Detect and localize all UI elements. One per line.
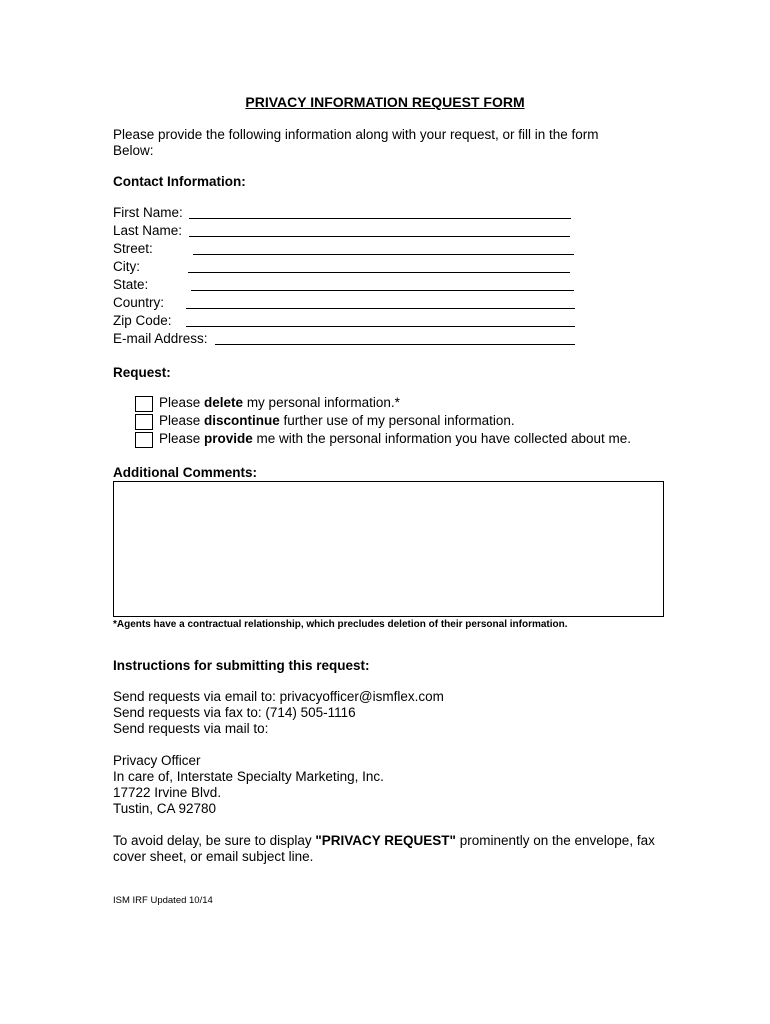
country-label: Country:: [113, 295, 165, 310]
address-block: [113, 753, 384, 817]
delete-checkbox[interactable]: [135, 396, 153, 412]
provide-checkbox[interactable]: [135, 432, 153, 448]
discontinue-option-label: Please discontinue further use of my personal information.: [159, 413, 515, 428]
state-label: State:: [113, 277, 149, 292]
first-name-label: First Name:: [113, 205, 183, 220]
last-name-label: Last Name:: [113, 223, 183, 238]
mail-instruction: Send requests via mail to:: [113, 721, 269, 736]
contact-heading: Contact Information:: [113, 174, 246, 189]
first-name-field[interactable]: [189, 218, 571, 219]
delay-notice-line-1: To avoid delay, be sure to display "PRIVACY REQUEST" prominently on the envelope, fax: [113, 833, 655, 848]
zip-code-field[interactable]: [186, 326, 575, 327]
instructions-heading: Instructions for submitting this request:: [113, 658, 370, 673]
email-field[interactable]: [215, 344, 575, 345]
comments-textarea[interactable]: [113, 481, 664, 617]
agents-note: *Agents have a contractual relationship, which precludes deletion of their personal information.: [113, 619, 568, 630]
city-field[interactable]: [188, 272, 570, 273]
street-field[interactable]: [193, 254, 574, 255]
fax-instruction: Send requests via fax to: (714) 505-1116: [113, 705, 356, 720]
intro-line-1: Please provide the following information along with your request, or fill in the form: [113, 127, 599, 142]
address-line: Tustin, CA 92780: [113, 801, 217, 816]
intro-text: [113, 127, 599, 159]
address-line: Privacy Officer: [113, 753, 201, 768]
address-line: 17722 Irvine Blvd.: [113, 785, 222, 800]
state-field[interactable]: [191, 290, 574, 291]
intro-line-2: Below:: [113, 143, 154, 158]
form-title: PRIVACY INFORMATION REQUEST FORM: [245, 94, 525, 110]
footer-revision: ISM IRF Updated 10/14: [113, 895, 213, 906]
city-label: City:: [113, 259, 140, 274]
email-label: E-mail Address:: [113, 331, 208, 346]
delay-notice-line-2: cover sheet, or email subject line.: [113, 849, 314, 864]
provide-option-label: Please provide me with the personal information you have collected about me.: [159, 431, 632, 446]
email-instruction: Send requests via email to: privacyofficer@ismflex.com: [113, 689, 444, 704]
request-heading: Request:: [113, 365, 171, 380]
delete-option-label: Please delete my personal information.*: [159, 395, 400, 410]
discontinue-checkbox[interactable]: [135, 414, 153, 430]
last-name-field[interactable]: [189, 236, 570, 237]
zip-code-label: Zip Code:: [113, 313, 172, 328]
country-field[interactable]: [186, 308, 575, 309]
delay-notice: [113, 833, 655, 865]
street-label: Street:: [113, 241, 153, 256]
comments-heading: Additional Comments:: [113, 465, 257, 480]
address-line: In care of, Interstate Specialty Marketing, Inc.: [113, 769, 384, 784]
